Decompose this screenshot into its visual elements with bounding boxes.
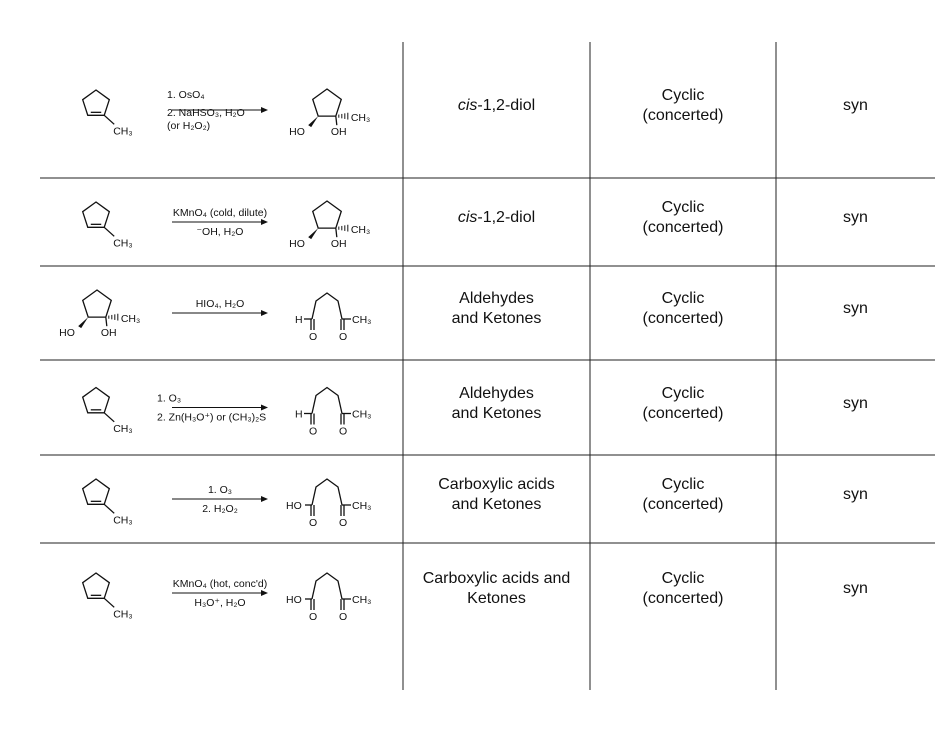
methyl-label: CH₃ xyxy=(113,237,133,250)
methyl-bond xyxy=(104,598,114,607)
stereochemistry-line: syn xyxy=(843,486,868,503)
reaction-conditions: KMnO₄ (cold, dilute) xyxy=(172,207,268,219)
stereo-prefix: cis xyxy=(457,209,478,226)
product-type-line: cis-1,2-diol xyxy=(457,209,536,226)
hydrogen-label: H xyxy=(295,408,303,421)
product-type-line: cis-1,2-diol xyxy=(457,97,536,114)
carbon-chain xyxy=(312,479,342,505)
reaction-drawing xyxy=(40,266,400,360)
methyl-label: CH₃ xyxy=(352,500,372,512)
stereochemistry-line: syn xyxy=(843,394,868,412)
stereochemistry xyxy=(776,579,935,599)
reaction-scheme xyxy=(40,360,400,455)
mechanism-line: (concerted) xyxy=(642,590,724,607)
product-type-line: and Ketones xyxy=(451,310,542,327)
mechanism-line: (concerted) xyxy=(642,496,724,513)
stereo-prefix: cis xyxy=(457,97,478,114)
product-type-line: Carboxylic acids xyxy=(438,476,555,493)
reaction-drawing xyxy=(40,42,400,178)
mechanism xyxy=(590,289,776,329)
mechanism-line: Cyclic xyxy=(661,290,705,307)
hydroxyl-label: HO xyxy=(59,327,75,340)
reaction-drawing xyxy=(40,360,400,455)
wedge-bond xyxy=(308,116,318,127)
product-type xyxy=(403,96,590,116)
hydroxyl-label: HO xyxy=(286,594,302,606)
wedge-bond xyxy=(78,317,88,328)
methyl-label: CH₃ xyxy=(352,408,372,421)
stereochemistry-line: syn xyxy=(843,209,868,226)
methyl-label: CH₃ xyxy=(113,514,133,527)
oxygen-label: O xyxy=(309,331,318,343)
methyl-label: CH₃ xyxy=(352,594,372,606)
reaction-conditions: 2. Zn(H₃O⁺) or (CH₃)₂S xyxy=(157,411,267,424)
product-type-line: and Ketones xyxy=(451,496,542,513)
mechanism-line: (concerted) xyxy=(642,219,724,236)
cyclopentene-ring xyxy=(83,202,110,227)
cyclopentane-ring xyxy=(313,89,342,116)
reaction-conditions: 1. O₃ xyxy=(207,484,233,496)
mechanism-line: (concerted) xyxy=(642,107,724,124)
oxygen-label: O xyxy=(339,331,348,343)
hydroxyl-label: HO xyxy=(286,500,302,512)
reaction-conditions: 1. OsO₄ xyxy=(167,89,205,101)
methyl-bond xyxy=(104,413,114,422)
stereochemistry-line: syn xyxy=(843,580,868,597)
hydrogen-label: H xyxy=(295,314,303,326)
cyclopentene-ring xyxy=(83,388,110,413)
oxygen-label: O xyxy=(309,517,318,529)
methyl-label: CH₃ xyxy=(113,125,133,138)
reaction-conditions: KMnO₄ (hot, conc'd) xyxy=(172,578,268,590)
arrow-head xyxy=(261,107,268,113)
hydroxyl-label: OH xyxy=(330,126,347,139)
cyclopentene-ring xyxy=(83,479,110,504)
stereochemistry-line: syn xyxy=(843,97,868,114)
reaction-scheme xyxy=(40,42,400,178)
product-type-line: Carboxylic acids and xyxy=(422,570,571,587)
oxygen-label: O xyxy=(309,611,318,623)
mechanism-line: Cyclic xyxy=(661,570,705,587)
hydroxyl-label: HO xyxy=(289,238,305,251)
product-type xyxy=(403,208,590,228)
hydroxyl-label: OH xyxy=(330,238,347,251)
methyl-label: CH₃ xyxy=(350,224,371,237)
reaction-conditions: H₃O⁺, H₂O xyxy=(194,597,246,609)
stereochemistry xyxy=(776,208,935,228)
oxygen-label: O xyxy=(309,425,318,438)
product-type xyxy=(403,289,590,329)
mechanism xyxy=(590,475,776,515)
product-type-line: Aldehydes xyxy=(459,384,534,402)
reaction-scheme xyxy=(40,543,400,643)
stereochemistry xyxy=(776,485,935,505)
methyl-label: CH₃ xyxy=(120,313,141,326)
stereochemistry-line: syn xyxy=(843,300,868,317)
product-type-line: Ketones xyxy=(467,590,526,607)
carbon-chain xyxy=(312,388,342,414)
reaction-drawing xyxy=(40,543,400,643)
reaction-conditions: 2. H₂O₂ xyxy=(202,503,238,515)
reaction-conditions: HIO₄, H₂O xyxy=(195,298,245,310)
arrow-head xyxy=(261,590,268,596)
arrow-head xyxy=(261,496,268,502)
stereochemistry xyxy=(776,394,935,414)
methyl-label: CH₃ xyxy=(352,314,372,326)
reaction-conditions: 2. NaHSO₃, H₂O xyxy=(167,107,245,119)
oh-bond xyxy=(106,317,107,326)
mechanism-line: Cyclic xyxy=(661,476,705,493)
reaction-conditions: 1. O₃ xyxy=(157,392,182,405)
mechanism xyxy=(590,384,776,424)
mechanism-line: (concerted) xyxy=(642,404,724,422)
reaction-drawing xyxy=(40,178,400,266)
carbon-chain xyxy=(312,293,342,319)
oxygen-label: O xyxy=(339,517,348,529)
arrow-head xyxy=(261,219,268,225)
mechanism-line: Cyclic xyxy=(661,87,705,104)
mechanism xyxy=(590,198,776,238)
oxygen-label: O xyxy=(339,611,348,623)
methyl-label: CH₃ xyxy=(113,608,133,621)
reaction-scheme xyxy=(40,455,400,543)
reaction-drawing xyxy=(40,455,400,543)
methyl-bond xyxy=(104,115,114,124)
stereochemistry xyxy=(776,299,935,319)
cyclopentene-ring xyxy=(83,573,110,598)
product-type-line: and Ketones xyxy=(451,404,542,422)
reaction-conditions: (or H₂O₂) xyxy=(167,120,211,132)
oxygen-label: O xyxy=(339,425,348,438)
arrow-head xyxy=(261,310,268,316)
reaction-scheme xyxy=(40,266,400,360)
arrow-head xyxy=(261,405,268,411)
product-type xyxy=(403,569,590,609)
methyl-label: CH₃ xyxy=(350,112,371,125)
wedge-bond xyxy=(308,228,318,239)
methyl-bond xyxy=(104,504,114,513)
mechanism xyxy=(590,569,776,609)
methyl-bond xyxy=(104,227,114,236)
mechanism-line: (concerted) xyxy=(642,310,724,327)
product-type xyxy=(403,384,590,424)
product-type xyxy=(403,475,590,515)
methyl-label: CH₃ xyxy=(113,422,133,435)
oh-bond xyxy=(336,228,337,237)
reaction-conditions: ⁻OH, H₂O xyxy=(196,226,244,238)
hydroxyl-label: HO xyxy=(289,126,305,139)
stereochemistry xyxy=(776,96,935,116)
cyclopentene-ring xyxy=(83,90,110,115)
mechanism-line: Cyclic xyxy=(661,199,705,216)
reaction-scheme xyxy=(40,178,400,266)
hydroxyl-label: OH xyxy=(100,327,117,340)
carbon-chain xyxy=(312,573,342,599)
cyclopentane-ring xyxy=(83,290,112,317)
mechanism xyxy=(590,86,776,126)
cyclopentane-ring xyxy=(313,201,342,228)
mechanism-line: Cyclic xyxy=(661,384,705,402)
product-type-line: Aldehydes xyxy=(459,290,534,307)
oh-bond xyxy=(336,116,337,125)
